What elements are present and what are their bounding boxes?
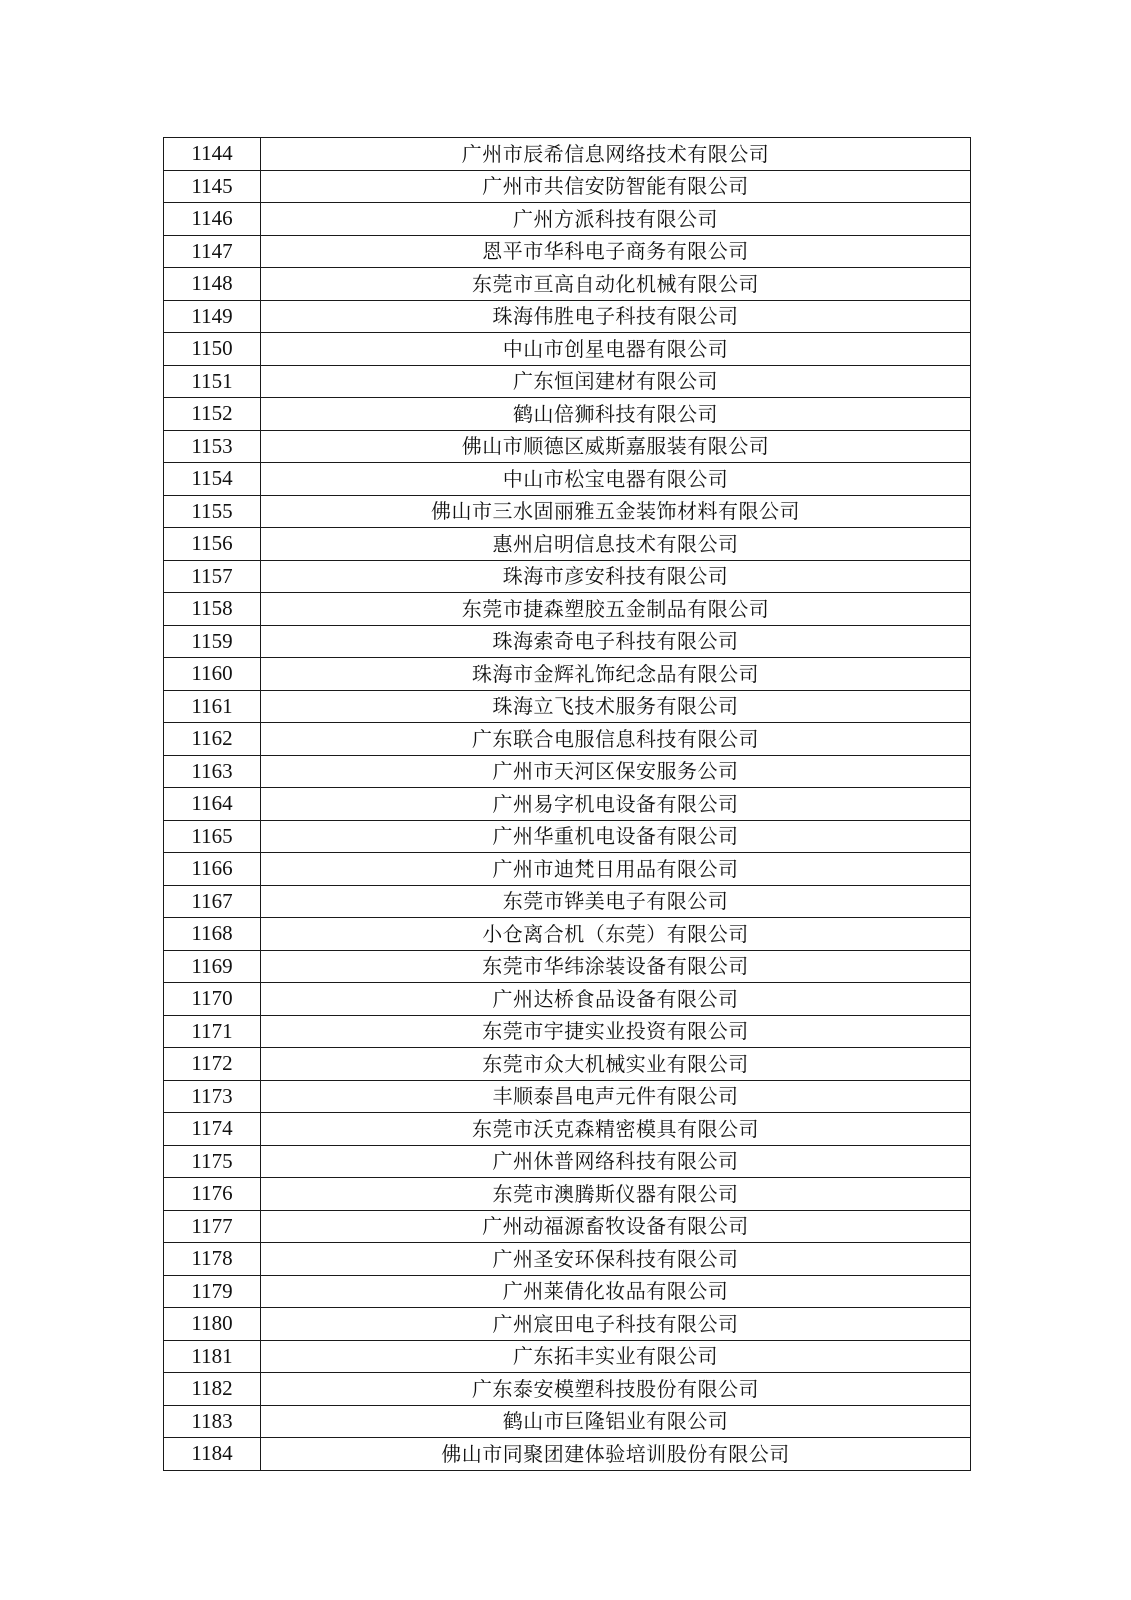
row-number: 1165 xyxy=(164,820,261,853)
row-number: 1148 xyxy=(164,268,261,301)
row-number: 1171 xyxy=(164,1015,261,1048)
row-number: 1158 xyxy=(164,593,261,626)
company-name: 广东联合电服信息科技有限公司 xyxy=(261,723,971,756)
table-row xyxy=(164,950,971,983)
table-row xyxy=(164,203,971,236)
table-row xyxy=(164,1373,971,1406)
company-name: 东莞市众大机械实业有限公司 xyxy=(261,1048,971,1081)
table-row xyxy=(164,690,971,723)
company-name: 中山市松宝电器有限公司 xyxy=(261,463,971,496)
table-row xyxy=(164,268,971,301)
row-number: 1178 xyxy=(164,1243,261,1276)
company-name: 广州莱倩化妆品有限公司 xyxy=(261,1275,971,1308)
table-row xyxy=(164,1438,971,1471)
row-number: 1150 xyxy=(164,333,261,366)
company-name: 广东恒闰建材有限公司 xyxy=(261,365,971,398)
company-name: 广州动福源畜牧设备有限公司 xyxy=(261,1210,971,1243)
table-row xyxy=(164,1405,971,1438)
company-name: 珠海市彦安科技有限公司 xyxy=(261,560,971,593)
table-row xyxy=(164,1210,971,1243)
table-row xyxy=(164,625,971,658)
row-number: 1184 xyxy=(164,1438,261,1471)
company-name: 佛山市同聚团建体验培训股份有限公司 xyxy=(261,1438,971,1471)
company-name: 广州达桥食品设备有限公司 xyxy=(261,983,971,1016)
row-number: 1149 xyxy=(164,300,261,333)
company-name: 中山市创星电器有限公司 xyxy=(261,333,971,366)
row-number: 1151 xyxy=(164,365,261,398)
table-row xyxy=(164,1275,971,1308)
row-number: 1175 xyxy=(164,1145,261,1178)
table-row xyxy=(164,463,971,496)
table-row xyxy=(164,820,971,853)
company-list-table xyxy=(163,137,971,1471)
table-row xyxy=(164,170,971,203)
company-name: 广州圣安环保科技有限公司 xyxy=(261,1243,971,1276)
company-name: 惠州启明信息技术有限公司 xyxy=(261,528,971,561)
row-number: 1179 xyxy=(164,1275,261,1308)
company-name: 广州市共信安防智能有限公司 xyxy=(261,170,971,203)
table-row xyxy=(164,658,971,691)
row-number: 1168 xyxy=(164,918,261,951)
table-row xyxy=(164,755,971,788)
company-name: 广东拓丰实业有限公司 xyxy=(261,1340,971,1373)
row-number: 1157 xyxy=(164,560,261,593)
company-name: 东莞市铧美电子有限公司 xyxy=(261,885,971,918)
company-name: 恩平市华科电子商务有限公司 xyxy=(261,235,971,268)
row-number: 1156 xyxy=(164,528,261,561)
table-row xyxy=(164,1243,971,1276)
company-name: 广东泰安模塑科技股份有限公司 xyxy=(261,1373,971,1406)
row-number: 1182 xyxy=(164,1373,261,1406)
row-number: 1169 xyxy=(164,950,261,983)
row-number: 1161 xyxy=(164,690,261,723)
company-name: 鹤山市巨隆铝业有限公司 xyxy=(261,1405,971,1438)
company-name: 东莞市宇捷实业投资有限公司 xyxy=(261,1015,971,1048)
table-row xyxy=(164,430,971,463)
company-name: 东莞市澳腾斯仪器有限公司 xyxy=(261,1178,971,1211)
table-row xyxy=(164,885,971,918)
company-name: 广州市天河区保安服务公司 xyxy=(261,755,971,788)
company-name: 广州市迪梵日用品有限公司 xyxy=(261,853,971,886)
table-row xyxy=(164,918,971,951)
table-row xyxy=(164,333,971,366)
row-number: 1183 xyxy=(164,1405,261,1438)
row-number: 1146 xyxy=(164,203,261,236)
row-number: 1163 xyxy=(164,755,261,788)
company-name: 珠海索奇电子科技有限公司 xyxy=(261,625,971,658)
row-number: 1174 xyxy=(164,1113,261,1146)
row-number: 1176 xyxy=(164,1178,261,1211)
row-number: 1160 xyxy=(164,658,261,691)
table-row xyxy=(164,495,971,528)
row-number: 1147 xyxy=(164,235,261,268)
table-row xyxy=(164,1145,971,1178)
company-name: 广州宸田电子科技有限公司 xyxy=(261,1308,971,1341)
table-row xyxy=(164,1308,971,1341)
table-row xyxy=(164,528,971,561)
table-row xyxy=(164,983,971,1016)
row-number: 1177 xyxy=(164,1210,261,1243)
company-name: 鹤山倍狮科技有限公司 xyxy=(261,398,971,431)
company-name: 丰顺泰昌电声元件有限公司 xyxy=(261,1080,971,1113)
company-name: 东莞市亘高自动化机械有限公司 xyxy=(261,268,971,301)
company-name: 佛山市三水固丽雅五金装饰材料有限公司 xyxy=(261,495,971,528)
company-name: 珠海市金辉礼饰纪念品有限公司 xyxy=(261,658,971,691)
table-row xyxy=(164,1080,971,1113)
company-name: 东莞市华纬涂装设备有限公司 xyxy=(261,950,971,983)
table-row xyxy=(164,723,971,756)
company-name: 广州易字机电设备有限公司 xyxy=(261,788,971,821)
table-row xyxy=(164,1113,971,1146)
table-row xyxy=(164,235,971,268)
row-number: 1159 xyxy=(164,625,261,658)
table-row xyxy=(164,398,971,431)
company-name: 广州休普网络科技有限公司 xyxy=(261,1145,971,1178)
row-number: 1181 xyxy=(164,1340,261,1373)
row-number: 1173 xyxy=(164,1080,261,1113)
table-row xyxy=(164,300,971,333)
table-row xyxy=(164,788,971,821)
table-row xyxy=(164,138,971,171)
company-name: 广州市辰希信息网络技术有限公司 xyxy=(261,138,971,171)
table-body xyxy=(164,138,971,1471)
table-row xyxy=(164,853,971,886)
table-row xyxy=(164,1048,971,1081)
row-number: 1164 xyxy=(164,788,261,821)
company-name: 广州方派科技有限公司 xyxy=(261,203,971,236)
table-row xyxy=(164,560,971,593)
table-row xyxy=(164,1340,971,1373)
table-row xyxy=(164,593,971,626)
row-number: 1180 xyxy=(164,1308,261,1341)
table-row xyxy=(164,1178,971,1211)
table-row xyxy=(164,365,971,398)
company-name: 珠海立飞技术服务有限公司 xyxy=(261,690,971,723)
row-number: 1154 xyxy=(164,463,261,496)
company-name: 珠海伟胜电子科技有限公司 xyxy=(261,300,971,333)
row-number: 1144 xyxy=(164,138,261,171)
company-name: 东莞市沃克森精密模具有限公司 xyxy=(261,1113,971,1146)
table-row xyxy=(164,1015,971,1048)
row-number: 1170 xyxy=(164,983,261,1016)
company-name: 小仓离合机（东莞）有限公司 xyxy=(261,918,971,951)
company-name: 东莞市捷森塑胶五金制品有限公司 xyxy=(261,593,971,626)
row-number: 1162 xyxy=(164,723,261,756)
row-number: 1172 xyxy=(164,1048,261,1081)
row-number: 1155 xyxy=(164,495,261,528)
row-number: 1152 xyxy=(164,398,261,431)
row-number: 1167 xyxy=(164,885,261,918)
row-number: 1145 xyxy=(164,170,261,203)
company-name: 佛山市顺德区威斯嘉服装有限公司 xyxy=(261,430,971,463)
row-number: 1153 xyxy=(164,430,261,463)
row-number: 1166 xyxy=(164,853,261,886)
company-name: 广州华重机电设备有限公司 xyxy=(261,820,971,853)
